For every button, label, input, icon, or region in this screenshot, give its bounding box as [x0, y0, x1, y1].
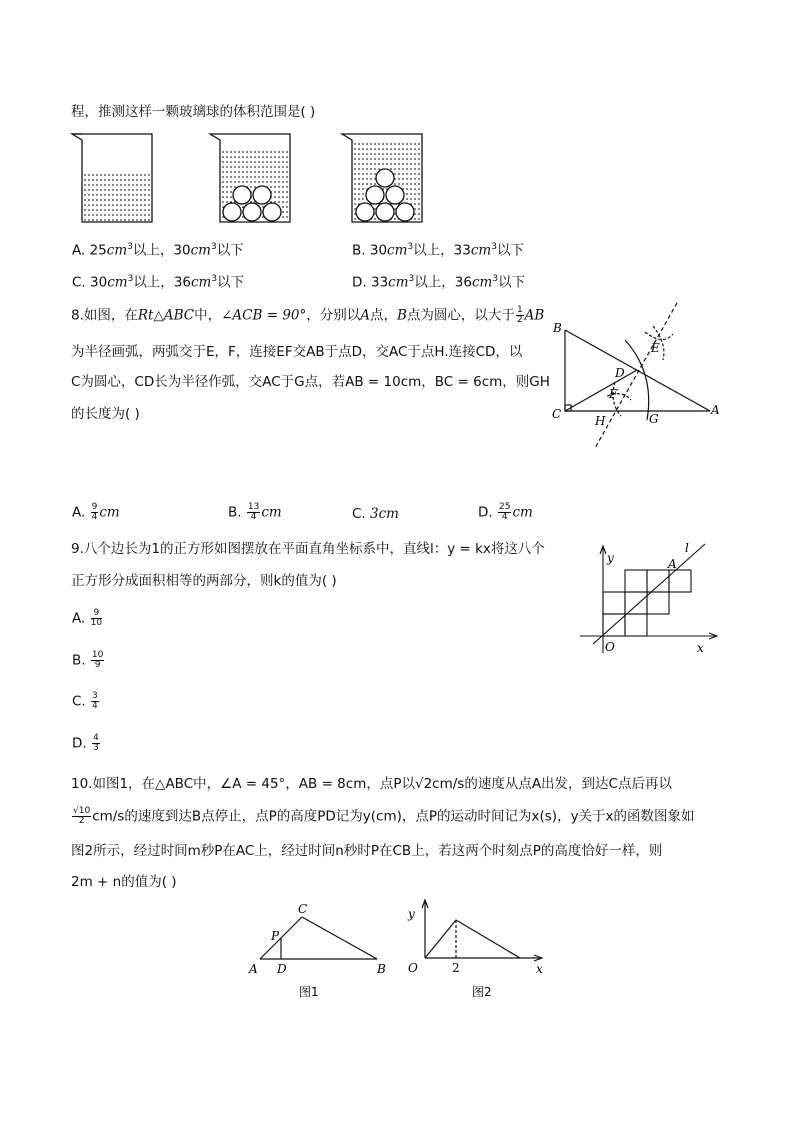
q10-stem-line3: 图2所示，经过时间m秒P在AC上，经过时间n秒时P在CB上，若这两个时刻点P的高度恰好一样，则 — [71, 843, 663, 859]
segment-cd — [565, 370, 637, 411]
label-d: D — [615, 366, 625, 380]
label-g: G — [649, 412, 659, 426]
label-c: C — [552, 407, 562, 421]
label-b: B — [553, 321, 562, 335]
square-4 — [625, 592, 647, 614]
q8-stem-line2: 为半径画弧，两弧交于E，F，连接EF交AB于点D，交AC于点H.连接CD，以 — [71, 344, 523, 360]
square-2 — [625, 614, 647, 636]
q9-stem-line1: 9.八个边长为1的正方形如图摆放在平面直角坐标系中，直线l：y = kx将这八个 — [71, 541, 545, 557]
q10-figure-2 — [400, 900, 560, 1005]
label-o: O — [408, 961, 418, 975]
segment-cb — [302, 917, 377, 959]
label-x: x — [536, 962, 543, 976]
q8-stem-line3: C为圆心，CD长为半径作弧，交AC于G点，若AB = 10cm，BC = 6cm，则GH — [71, 374, 550, 390]
q8-stem-line1: 8.如图，在Rt△ABC中，∠ACB = 90°，分别以A点，B点为圆心，以大于 $\frac{1}{2}$ AB — [71, 305, 545, 325]
label-c: C — [298, 902, 308, 916]
q9-option-d[interactable]: D. $\frac{4}{3}$ — [72, 733, 99, 753]
beaker-3 — [342, 134, 422, 222]
caption-fig1: 图1 — [299, 985, 319, 999]
label-y: y — [408, 907, 415, 921]
label-e: E — [651, 341, 660, 355]
q10-stem-line1: 10.如图1，在△ABC中，∠A = 45°，AB = 8cm，点P以√2cm/s的速度从点A出发，到达C点后再以 — [71, 776, 672, 792]
square-3 — [603, 592, 625, 614]
beaker-1 — [72, 134, 152, 222]
q8-option-d[interactable]: D. $\frac{25}{4}$ cm — [478, 502, 533, 522]
beaker-2 — [210, 134, 290, 222]
q7-stem-tail: 程，推测这样一颗玻璃球的体积范围是( ) — [71, 104, 316, 120]
q9-squares-figure — [575, 538, 725, 658]
label-b: B — [377, 962, 386, 976]
label-d: D — [277, 962, 287, 976]
q8-option-c[interactable]: C. 3cm — [352, 506, 399, 522]
q10-figure-1 — [245, 900, 395, 1005]
q7-beakers-figure — [60, 130, 440, 230]
q9-option-a[interactable]: A. $\frac{9}{10}$ — [72, 608, 103, 628]
q7-option-d[interactable]: D. $33cm^3$以上，$36cm^3$以下 — [352, 274, 526, 291]
square-5 — [647, 592, 669, 614]
q10-stem-line2: $\frac{√10}{2}$ cm/s的速度到达B点停止，点P的高度PD记为y(cm)，点P的运动时间记为x(s)，y关于x的函数图象如 — [73, 806, 695, 826]
line-ef — [595, 303, 677, 448]
arc-g — [625, 340, 649, 420]
label-a: A — [711, 403, 720, 417]
label-f: F — [609, 387, 618, 401]
q8-option-a[interactable]: A. $\frac{9}{4}$ cm — [72, 502, 120, 522]
graph-line — [425, 920, 520, 958]
q7-option-b[interactable]: B. $30cm^3$以上，$33cm^3$以下 — [352, 242, 524, 259]
label-o: O — [605, 640, 615, 654]
q8-option-b[interactable]: B. $\frac{13}{4}$ cm — [228, 502, 282, 522]
label-x: x — [697, 641, 704, 655]
label-l: l — [685, 541, 689, 555]
square-6 — [625, 570, 647, 592]
q7-option-a[interactable]: A. $25cm^3$以上，$30cm^3$以下 — [72, 242, 244, 259]
square-7 — [647, 570, 669, 592]
q8-triangle-figure — [545, 298, 735, 458]
label-a: A — [668, 557, 677, 571]
q7-option-c[interactable]: C. $30cm^3$以上，$36cm^3$以下 — [72, 274, 245, 291]
label-p: P — [271, 929, 280, 943]
label-y: y — [607, 551, 614, 565]
q9-stem-line2: 正方形分成面积相等的两部分，则k的值为( ) — [71, 573, 337, 589]
label-a: A — [249, 962, 258, 976]
q9-option-c[interactable]: C. $\frac{3}{4}$ — [72, 691, 98, 711]
q10-stem-line4: 2m + n的值为( ) — [71, 874, 177, 890]
caption-fig2: 图2 — [472, 985, 492, 999]
q9-option-b[interactable]: B. $\frac{10}{9}$ — [72, 650, 104, 670]
q8-stem-line4: 的长度为( ) — [71, 406, 140, 422]
label-h: H — [595, 414, 606, 428]
label-2: 2 — [452, 961, 460, 975]
